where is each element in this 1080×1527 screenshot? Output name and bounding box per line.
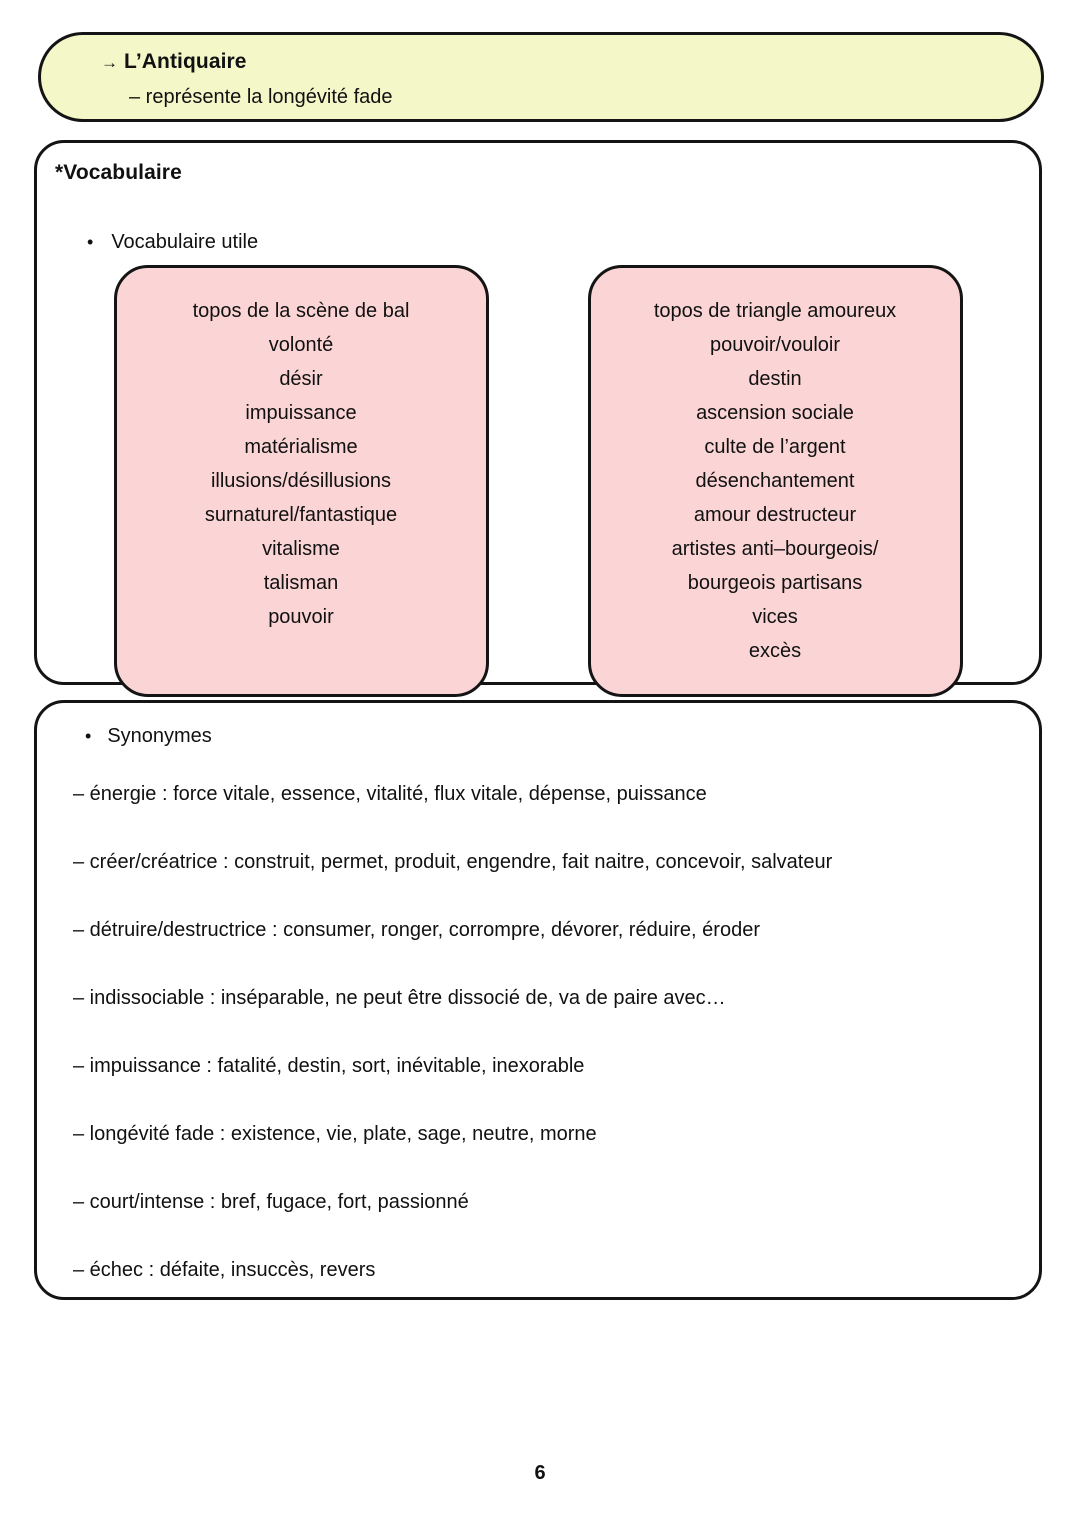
right-arrow-icon: → xyxy=(101,53,119,72)
synonym-entry: – créer/créatrice : construit, permet, produit, engendre, fait naitre, concevoir, salvateur xyxy=(73,851,833,873)
vocabulary-word: vitalisme xyxy=(262,538,340,560)
vocabulary-word: destin xyxy=(748,368,802,390)
vocabulaire-utile-bullet-row xyxy=(55,231,1039,254)
vocabulary-word: pouvoir xyxy=(268,606,334,628)
vocabulary-word: impuissance xyxy=(245,402,357,424)
vocabulary-word: topos de triangle amoureux xyxy=(653,300,897,322)
vocabulary-word: topos de la scène de bal xyxy=(192,300,410,322)
synonym-entry: – détruire/destructrice : consumer, ronger, corrompre, dévorer, réduire, éroder xyxy=(73,919,760,941)
synonymes-list xyxy=(55,782,1039,1282)
synonymes-label: Synonymes xyxy=(107,725,212,747)
antiquaire-title-row xyxy=(101,50,1041,74)
bullet-point-icon: • xyxy=(87,232,94,252)
vocabulaire-section-title: *Vocabulaire xyxy=(55,161,182,184)
synonym-entry: – échec : défaite, insuccès, revers xyxy=(73,1259,376,1281)
synonym-entry: – court/intense : bref, fugace, fort, passionné xyxy=(73,1191,469,1213)
page-number: 6 xyxy=(534,1462,546,1484)
vocabulary-cards-container xyxy=(37,265,1039,697)
synonym-entry: – indissociable : inséparable, ne peut être dissocié de, va de paire avec… xyxy=(73,987,726,1009)
vocabulary-word: volonté xyxy=(268,334,334,356)
vocabulary-word: ascension sociale xyxy=(696,402,854,424)
vocabulaire-utile-label: Vocabulaire utile xyxy=(111,231,259,253)
vocabulary-word: bourgeois partisans xyxy=(687,572,863,594)
synonym-entry: – impuissance : fatalité, destin, sort, inévitable, inexorable xyxy=(73,1055,585,1077)
antiquaire-detail: – représente la longévité fade xyxy=(129,86,393,108)
vocabulary-word: matérialisme xyxy=(244,436,358,458)
vocabulary-word: illusions/désillusions xyxy=(210,470,392,492)
synonym-entry: – longévité fade : existence, vie, plate, sage, neutre, morne xyxy=(73,1123,597,1145)
vocabulary-word: surnaturel/fantastique xyxy=(204,504,398,526)
vocabulary-word: vices xyxy=(752,606,798,628)
vocabulary-word: amour destructeur xyxy=(693,504,857,526)
vocabulary-word: désir xyxy=(279,368,323,390)
vocabulary-word: désenchantement xyxy=(695,470,855,492)
vocabulary-word: culte de l’argent xyxy=(704,436,846,458)
vocabulary-word: pouvoir/vouloir xyxy=(709,334,841,356)
vocabulary-word: excès xyxy=(748,640,802,662)
bullet-point-icon: • xyxy=(85,726,92,746)
vocabulary-card-scene-de-bal xyxy=(114,265,489,697)
vocabulary-card-triangle-amoureux xyxy=(588,265,963,697)
antiquaire-highlight-box xyxy=(38,32,1044,122)
synonymes-bullet-row xyxy=(55,725,1039,748)
antiquaire-title: L’Antiquaire xyxy=(124,50,247,73)
synonym-entry: – énergie : force vitale, essence, vitalité, flux vitale, dépense, puissance xyxy=(73,783,707,805)
vocabulary-word: artistes anti–bourgeois/ xyxy=(671,538,879,560)
synonymes-section-box xyxy=(34,700,1042,1300)
vocabulary-word: talisman xyxy=(263,572,339,594)
vocabulaire-section-box xyxy=(34,140,1042,685)
